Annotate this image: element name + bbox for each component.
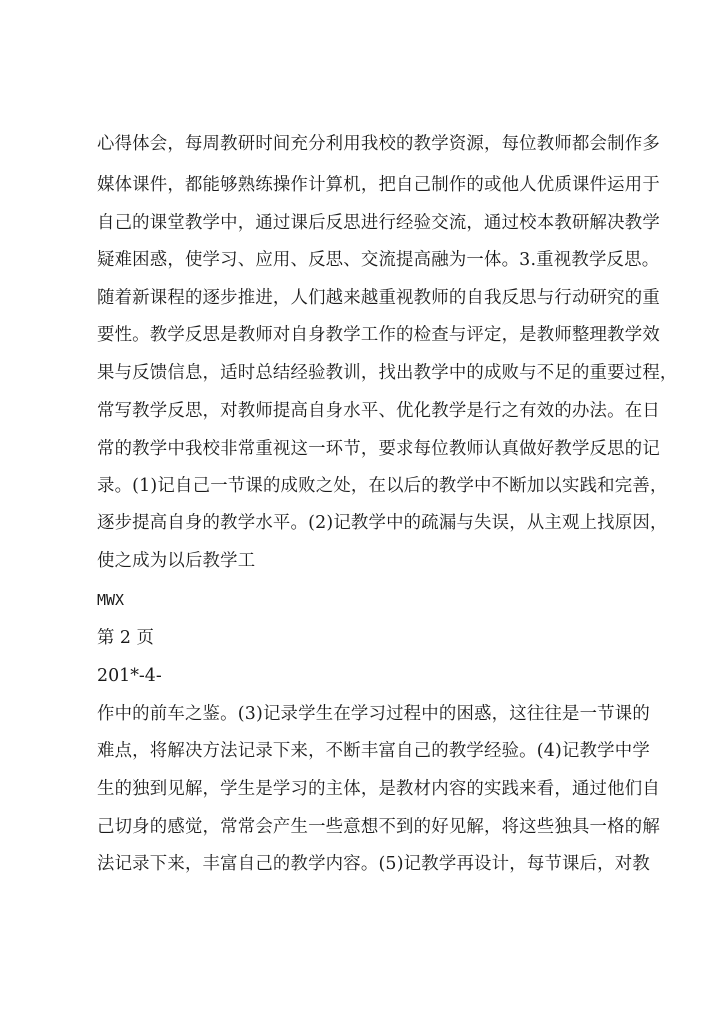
text-line: 难点，将解决方法记录下来，不断丰富自己的教学经验。(4)记教学中学 (97, 741, 650, 761)
text-line: 疑难困惑，使学习、应用、反思、交流提高融为一体。3.重视教学反思。 (97, 250, 660, 270)
text-line: 随着新课程的逐步推进，人们越来越重视教师的自我反思与行动研究的重 (97, 288, 660, 308)
text-line: 媒体课件，都能够熟练操作计算机，把自己制作的或他人优质课件运用于 (97, 175, 660, 195)
text-line: 自己的课堂教学中，通过课后反思进行经验交流，通过校本教研解决教学 (97, 213, 660, 233)
text-line: 己切身的感觉，常常会产生一些意想不到的好见解，将这些独具一格的解 (97, 817, 660, 837)
text-line: 生的独到见解，学生是学习的主体，是教材内容的实践来看，通过他们自 (97, 779, 660, 799)
text-line: 法记录下来，丰富自己的教学内容。(5)记教学再设计，每节课后，对教 (97, 854, 650, 874)
text-line: 常写教学反思，对教师提高自身水平、优化教学是行之有效的办法。在日 (97, 401, 660, 421)
footer-mark: MWX (97, 591, 125, 609)
text-line: 录。(1)记自己一节课的成败之处，在以后的教学中不断加以实践和完善， (97, 476, 668, 496)
text-line: 要性。教学反思是教师对自身教学工作的检查与评定，是教师整理教学效 (97, 325, 660, 345)
text-line: 果与反馈信息，适时总结经验教训，找出教学中的成败与不足的重要过程， (97, 363, 678, 383)
page-number: 第 2 页 (97, 628, 154, 648)
text-line: 作中的前车之鉴。(3)记录学生在学习过程中的困惑，这往往是一节课的 (97, 704, 650, 724)
date-label: 201*-4- (97, 666, 162, 686)
text-line: 逐步提高自身的教学水平。(2)记教学中的疏漏与失误，从主观上找原因， (97, 513, 668, 533)
text-line: 心得体会，每周教研时间充分利用我校的教学资源，每位教师都会制作多 (97, 134, 660, 154)
text-line: 使之成为以后教学工 (97, 551, 256, 571)
text-line: 常的教学中我校非常重视这一环节，要求每位教师认真做好教学反思的记 (97, 439, 660, 459)
